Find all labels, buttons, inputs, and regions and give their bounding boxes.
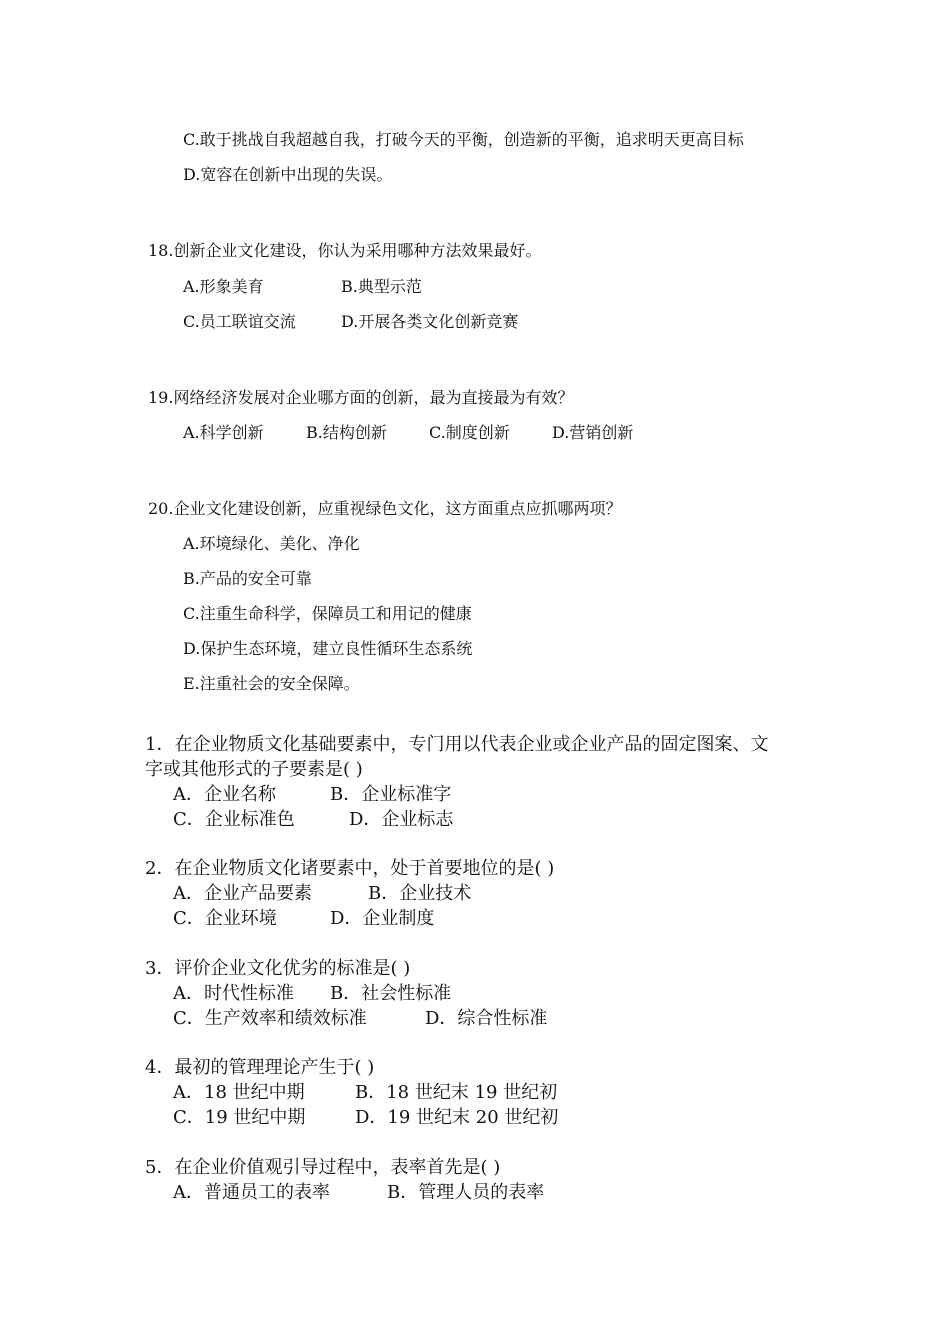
q18-question: 18.创新企业文化建设，你认为采用哪种方法效果最好。 [148, 241, 542, 260]
q17-option-c: C.敢于挑战自我超越自我，打破今天的平衡，创造新的平衡，追求明天更高目标 [183, 130, 744, 149]
p2-q3-question: 3．评价企业文化优劣的标准是( ) [145, 958, 411, 979]
q20-option-b: B.产品的安全可靠 [183, 569, 312, 588]
q18-option-a: A.形象美育 [183, 277, 264, 296]
q19-option-a: A.科学创新 [183, 423, 264, 442]
p2-q2-option-d: D．企业制度 [330, 908, 435, 929]
p2-q4-option-c: C．19 世纪中期 [173, 1107, 306, 1128]
p2-q5-option-b: B．管理人员的表率 [387, 1182, 545, 1203]
p2-q3-option-d: D．综合性标准 [425, 1008, 548, 1029]
q20-option-c: C.注重生命科学，保障员工和用记的健康 [183, 604, 472, 623]
p2-q3-option-a: A．时代性标准 [173, 983, 294, 1004]
p2-q2-option-c: C．企业环境 [173, 908, 277, 929]
p2-q1-option-b: B．企业标准字 [330, 784, 452, 805]
q20-question: 20.企业文化建设创新，应重视绿色文化，这方面重点应抓哪两项？ [148, 499, 622, 518]
p2-q3-option-b: B．社会性标准 [330, 983, 452, 1004]
p2-q2-option-b: B．企业技术 [368, 883, 472, 904]
p2-q5-option-a: A．普通员工的表率 [173, 1182, 330, 1203]
q20-option-e: E.注重社会的安全保障。 [183, 674, 360, 693]
p2-q1-option-d: D．企业标志 [349, 809, 454, 830]
q18-option-b: B.典型示范 [341, 277, 422, 296]
p2-q4-option-b: B．18 世纪末 19 世纪初 [355, 1082, 558, 1103]
p2-q1-question-line1: 1．在企业物质文化基础要素中，专门用以代表企业或企业产品的固定图案、文 [145, 734, 769, 755]
q18-option-d: D.开展各类文化创新竞赛 [341, 312, 519, 331]
q17-option-d: D.宽容在创新中出现的失误。 [183, 165, 393, 184]
p2-q2-option-a: A．企业产品要素 [173, 883, 312, 904]
p2-q3-option-c: C．生产效率和绩效标准 [173, 1008, 367, 1029]
q19-option-c: C.制度创新 [429, 423, 510, 442]
p2-q4-option-d: D．19 世纪末 20 世纪初 [355, 1107, 559, 1128]
q19-option-b: B.结构创新 [306, 423, 387, 442]
p2-q1-question-line2: 字或其他形式的子要素是( ) [145, 759, 363, 780]
p2-q5-question: 5．在企业价值观引导过程中，表率首先是( ) [145, 1157, 501, 1178]
q18-option-c: C.员工联谊交流 [183, 312, 296, 331]
p2-q4-question: 4．最初的管理理论产生于( ) [145, 1057, 375, 1078]
q20-option-d: D.保护生态环境，建立良性循环生态系统 [183, 639, 473, 658]
p2-q4-option-a: A．18 世纪中期 [173, 1082, 305, 1103]
p2-q1-option-a: A．企业名称 [173, 784, 276, 805]
q19-question: 19.网络经济发展对企业哪方面的创新，最为直接最为有效？ [148, 388, 574, 407]
q20-option-a: A.环境绿化、美化、净化 [183, 534, 360, 553]
p2-q1-option-c: C．企业标准色 [173, 809, 295, 830]
p2-q2-question: 2．在企业物质文化诸要素中，处于首要地位的是( ) [145, 858, 555, 879]
q19-option-d: D.营销创新 [552, 423, 634, 442]
